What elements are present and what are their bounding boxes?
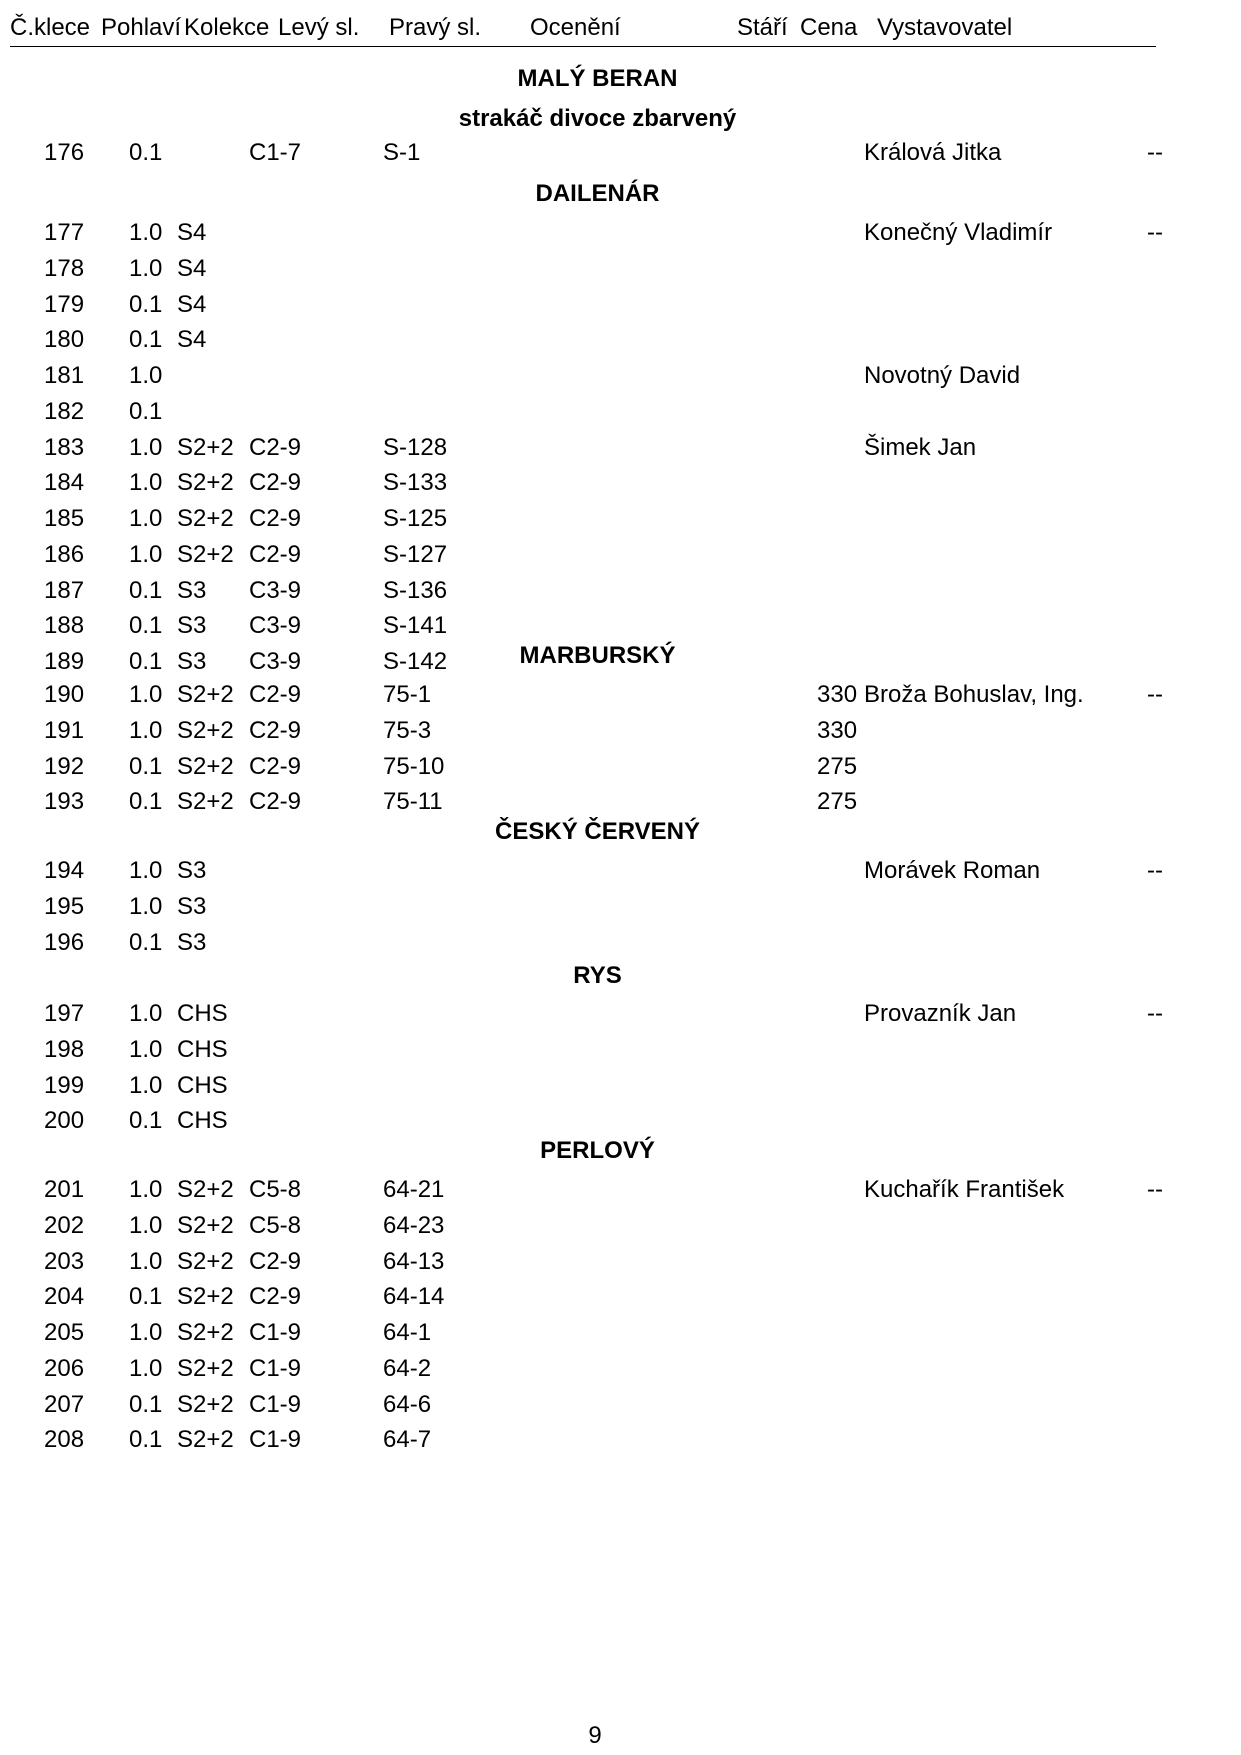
cage-number: 195 [44,892,85,920]
cage-number: 183 [44,433,85,461]
collection: S2+2 [177,752,234,780]
right-ring: S-142 [383,648,448,675]
collection: S2+2 [177,1283,234,1311]
sex: 1.0 [129,1354,163,1382]
left-ring: C1-9 [249,1319,302,1346]
right-ring: S-1 [383,139,421,166]
header-divider [10,46,1156,47]
cage-number: 193 [44,788,85,816]
color-subheading: strakáč divoce zbarvený [458,105,737,132]
dash: -- [1147,1176,1163,1203]
left-ring: C3-9 [249,576,302,604]
cage-number: 196 [44,928,85,956]
sex: 1.0 [129,892,163,920]
collection: S2+2 [177,1354,234,1382]
right-ring: 75-1 [383,681,432,708]
collection: S4 [177,254,207,282]
cage-number: 201 [44,1176,85,1203]
right-ring: 64-13 [383,1247,445,1275]
left-ring: C2-9 [249,433,302,461]
right-ring: S-133 [383,469,448,497]
table-row [0,1035,1241,1065]
sex: 1.0 [129,1071,163,1099]
cage-number: 189 [44,648,85,675]
right-ring: 64-6 [383,1390,432,1418]
header-collection: Kolekce [184,14,270,41]
cage-number: 205 [44,1319,85,1346]
table-row [0,1282,1241,1312]
dash: -- [1147,681,1163,708]
cage-number: 207 [44,1390,85,1418]
collection: S2+2 [177,505,234,532]
breed-heading: DAILENÁR [535,180,660,207]
left-ring: C2-9 [249,540,302,568]
sex: 0.1 [129,139,163,166]
exhibitor: Novotný David [864,362,1021,389]
table-row [0,892,1241,922]
collection: S3 [177,857,207,884]
sex: 1.0 [129,716,163,744]
breed-heading: ČESKÝ ČERVENÝ [495,818,700,845]
collection: S2+2 [177,433,234,461]
cage-number: 192 [44,752,85,780]
sex: 1.0 [129,469,163,497]
sex: 1.0 [129,1035,163,1063]
table-row [0,1071,1241,1101]
right-ring: 64-23 [383,1211,445,1239]
breed-heading: RYS [573,962,622,989]
collection: CHS [177,1071,228,1099]
dash: -- [1147,139,1163,166]
header-price: Cena [800,14,858,41]
cage-number: 176 [44,139,85,166]
collection: S2+2 [177,1247,234,1275]
left-ring: C3-9 [249,612,302,640]
exhibitor: Morávek Roman [864,857,1041,884]
right-ring: 75-3 [383,716,432,744]
sex: 0.1 [129,612,163,640]
price: 275 [817,752,858,780]
table-row [0,1247,1241,1277]
right-ring: S-136 [383,576,448,604]
sex: 1.0 [129,540,163,568]
table-row [0,254,1241,284]
exhibitor: Provazník Jan [864,1000,1017,1027]
left-ring: C2-9 [249,505,302,532]
header-left-ring: Levý sl. [278,14,360,41]
collection: S2+2 [177,1390,234,1418]
cage-number: 188 [44,612,85,640]
left-ring: C2-9 [249,1283,302,1311]
table-row [0,1390,1241,1420]
sex: 0.1 [129,648,163,675]
sex: 1.0 [129,505,163,532]
dash: -- [1147,857,1163,884]
breed-heading: PERLOVÝ [540,1137,655,1164]
exhibitor: Šimek Jan [864,433,977,461]
cage-number: 204 [44,1283,85,1311]
cage-number: 178 [44,254,85,282]
sex: 0.1 [129,397,163,425]
sex: 0.1 [129,1107,163,1135]
sex: 0.1 [129,576,163,604]
price: 330 [817,681,858,708]
dash: -- [1147,1000,1163,1027]
cage-number: 177 [44,219,85,246]
sex: 1.0 [129,1000,163,1027]
table-row [0,468,1241,498]
breed-heading: MARBURSKÝ [519,642,676,669]
header-rating: Ocenění [530,14,621,41]
sex: 1.0 [129,1319,163,1346]
collection: S3 [177,612,207,640]
collection: S3 [177,648,207,675]
table-row [0,325,1241,355]
sex: 0.1 [129,752,163,780]
table-row [0,138,1241,168]
left-ring: C1-7 [249,139,302,166]
cage-number: 206 [44,1354,85,1382]
right-ring: 75-11 [383,788,443,816]
right-ring: 64-21 [383,1176,445,1203]
cage-number: 190 [44,681,85,708]
left-ring: C5-8 [249,1176,302,1203]
header-right-ring: Pravý sl. [389,14,482,41]
header-sex: Pohlaví [101,14,182,41]
cage-number: 200 [44,1107,85,1135]
cage-number: 194 [44,857,85,884]
collection: S2+2 [177,788,234,816]
header-age: Stáří [737,14,788,41]
sex: 0.1 [129,788,163,816]
table-row [0,1318,1241,1348]
collection: CHS [177,1035,228,1063]
collection: S2+2 [177,1426,234,1454]
cage-number: 191 [44,716,85,744]
table-row [0,504,1241,534]
right-ring: 64-14 [383,1283,445,1311]
cage-number: 187 [44,576,85,604]
sex: 0.1 [129,1283,163,1311]
cage-number: 198 [44,1035,85,1063]
cage-number: 185 [44,505,85,532]
table-row [0,1425,1241,1455]
table-row [0,999,1241,1029]
collection: S4 [177,290,207,318]
collection: S4 [177,219,207,246]
table-row [0,361,1241,391]
sex: 0.1 [129,326,163,354]
collection: S2+2 [177,1211,234,1239]
exhibitor: Broža Bohuslav, Ing. [864,681,1084,708]
sex: 0.1 [129,1390,163,1418]
collection: S3 [177,576,207,604]
table-row [0,540,1241,570]
collection: CHS [177,1107,228,1135]
cage-number: 199 [44,1071,85,1099]
table-row [0,1354,1241,1384]
cage-number: 182 [44,397,85,425]
table-row [0,1211,1241,1241]
page-number: 9 [588,1722,602,1749]
table-row [0,290,1241,320]
table-row [0,611,1241,641]
table-header [0,0,1241,48]
table-row [0,576,1241,606]
sex: 1.0 [129,254,163,282]
table-row [0,787,1241,817]
sex: 1.0 [129,219,163,246]
table-row [0,928,1241,958]
exhibitor: Kuchařík František [864,1176,1065,1203]
sex: 0.1 [129,928,163,956]
right-ring: S-125 [383,505,448,532]
table-row [0,433,1241,463]
collection: S2+2 [177,469,234,497]
table-row [0,752,1241,782]
exhibitor: Králová Jitka [864,139,1002,166]
exhibitor: Konečný Vladimír [864,219,1053,246]
cage-number: 186 [44,540,85,568]
header-exhibitor: Vystavovatel [877,14,1013,41]
dash: -- [1147,219,1163,246]
sex: 0.1 [129,1426,163,1454]
breed-heading: MALÝ BERAN [517,65,678,92]
left-ring: C1-9 [249,1390,302,1418]
table-row [0,397,1241,427]
left-ring: C2-9 [249,752,302,780]
table-row [0,680,1241,710]
right-ring: 64-7 [383,1426,432,1454]
cage-number: 184 [44,469,85,497]
left-ring: C2-9 [249,1247,302,1275]
cage-number: 197 [44,1000,85,1027]
cage-number: 181 [44,362,85,389]
collection: S2+2 [177,1176,234,1203]
table-row [0,218,1241,248]
cage-number: 203 [44,1247,85,1275]
left-ring: C1-9 [249,1426,302,1454]
right-ring: S-127 [383,540,448,568]
right-ring: 64-2 [383,1354,432,1382]
left-ring: C3-9 [249,648,302,675]
cage-number: 179 [44,290,85,318]
cage-number: 208 [44,1426,85,1454]
collection: S2+2 [177,540,234,568]
sex: 1.0 [129,1176,163,1203]
price: 330 [817,716,858,744]
collection: S4 [177,326,207,354]
right-ring: S-141 [383,612,448,640]
right-ring: 75-10 [383,752,445,780]
collection: S2+2 [177,716,234,744]
right-ring: S-128 [383,433,448,461]
header-cage: Č.klece [10,14,91,41]
sex: 1.0 [129,1211,163,1239]
price: 275 [817,788,858,816]
left-ring: C2-9 [249,716,302,744]
left-ring: C2-9 [249,788,302,816]
cage-number: 202 [44,1211,85,1239]
left-ring: C1-9 [249,1354,302,1382]
collection: S3 [177,928,207,956]
table-row [0,716,1241,746]
sex: 1.0 [129,433,163,461]
cage-number: 180 [44,326,85,354]
left-ring: C5-8 [249,1211,302,1239]
sex: 0.1 [129,290,163,318]
table-row [0,1106,1241,1136]
collection: S3 [177,892,207,920]
right-ring: 64-1 [383,1319,432,1346]
table-row [0,856,1241,886]
left-ring: C2-9 [249,681,302,708]
sex: 1.0 [129,1247,163,1275]
table-row [0,1175,1241,1205]
left-ring: C2-9 [249,469,302,497]
sex: 1.0 [129,857,163,884]
collection: CHS [177,1000,228,1027]
sex: 1.0 [129,681,163,708]
sex: 1.0 [129,362,163,389]
collection: S2+2 [177,681,234,708]
collection: S2+2 [177,1319,234,1346]
